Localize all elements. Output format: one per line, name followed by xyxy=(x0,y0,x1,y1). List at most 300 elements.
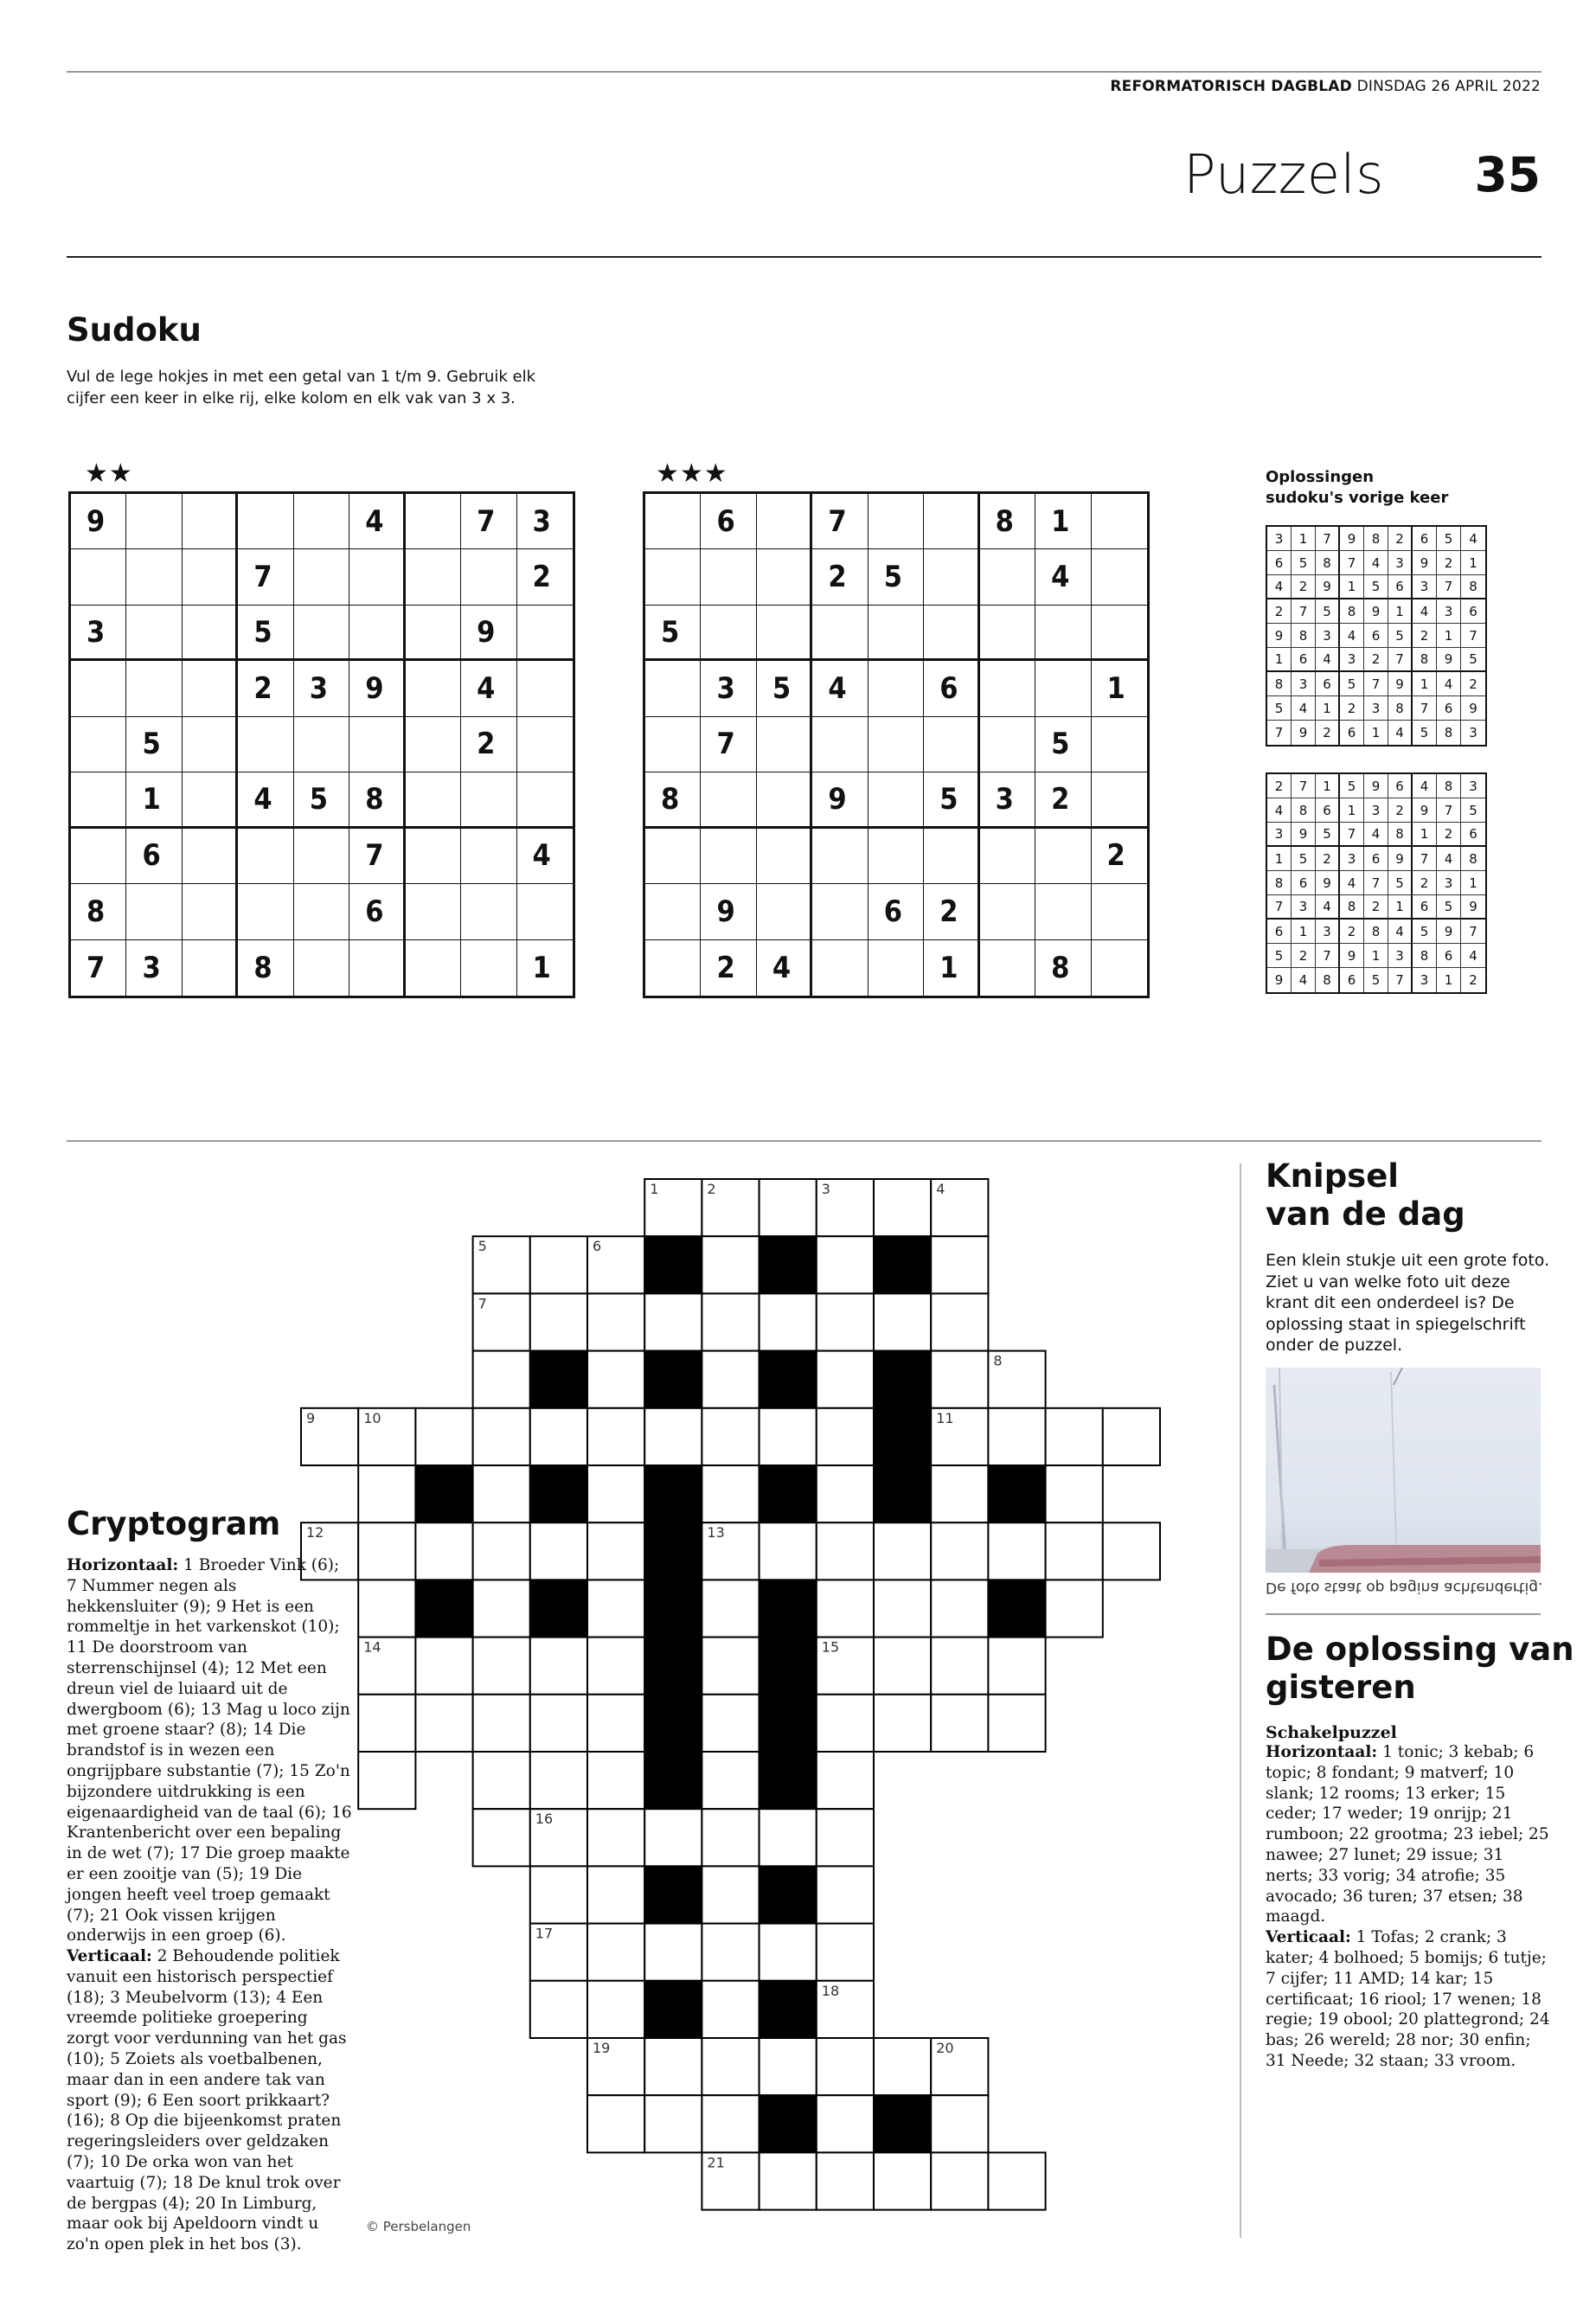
grid-cell: 1 xyxy=(1035,494,1091,549)
sudoku-intro: Vul de lege hokjes in met een getal van 1 t/m 9. Gebruik elk cijfer een keer in elke rij, elke kolom en elk vak van 3 x 3. xyxy=(67,368,536,407)
white-cell xyxy=(817,1236,874,1293)
black-cell xyxy=(530,1580,587,1637)
white-cell xyxy=(988,2152,1045,2209)
grid-cell: 6 xyxy=(1413,895,1437,920)
grid-cell: 2 xyxy=(1413,871,1437,895)
difficulty-stars-1: ★★ xyxy=(85,458,133,489)
white-cell xyxy=(587,1522,644,1580)
white-cell xyxy=(358,1580,415,1637)
white-cell xyxy=(587,1580,644,1637)
solutions-title-line2: sudoku's vorige keer xyxy=(1266,489,1449,507)
grid-cell: 4 xyxy=(757,940,812,996)
cryptogram-vertical-clues: Verticaal: 2 Behoudende politiek vanuit een historisch perspectief (18); 3 Meubelvorm (13); 4 Een vreemde politieke groepering zorgt voor verdunning van het gas (10); 5 Zoiets als voetbalbenen, maar dan in een andere tak van sport (9); 6 Een soort prikkaart? (16); 8 Op die bijeenkomst praten regeringsleiders over geldzaken (7); 10 De orka won van het vaartuig (7); 18 De knul trok over de bergpas (4); 20 In Limburg, maar ook bij Apeldoorn vindt u zo'n open plek in het bos (3). xyxy=(67,1947,347,2254)
white-cell xyxy=(702,2095,759,2152)
grid-cell: 3 xyxy=(1413,968,1437,992)
grid-cell: 8 xyxy=(1316,968,1340,992)
black-cell xyxy=(760,2095,817,2152)
black-cell xyxy=(644,1695,702,1752)
grid-cell: 3 xyxy=(1340,648,1364,672)
grid-cell: 2 xyxy=(1035,772,1091,828)
white-cell xyxy=(760,1522,817,1580)
grid-cell: 7 xyxy=(1364,672,1388,696)
grid-cell: 4 xyxy=(1437,672,1461,696)
grid-cell: 8 xyxy=(1267,871,1292,895)
white-cell xyxy=(530,1522,587,1580)
difficulty-stars-2: ★★★ xyxy=(656,458,728,489)
black-cell xyxy=(874,2095,931,2152)
grid-cell: 5 xyxy=(1437,895,1461,920)
grid-cell: 9 xyxy=(1437,920,1461,944)
white-cell xyxy=(644,1809,702,1866)
grid-cell: 9 xyxy=(1292,823,1316,847)
black-cell xyxy=(760,1580,817,1637)
white-cell xyxy=(931,2095,988,2152)
white-cell xyxy=(702,1695,759,1752)
grid-cell: 9 xyxy=(71,494,126,549)
grid-cell: 4 xyxy=(1437,847,1461,871)
white-cell xyxy=(587,1638,644,1695)
black-cell xyxy=(874,1408,931,1465)
white-cell xyxy=(473,1465,530,1522)
white-cell xyxy=(358,1465,415,1522)
grid-cell: 1 xyxy=(1437,968,1461,992)
grid-cell: 1 xyxy=(1461,551,1485,575)
grid-cell: 1 xyxy=(1267,847,1292,871)
grid-cell: 2 xyxy=(1437,551,1461,575)
grid-cell: 3 xyxy=(294,661,349,716)
grid-cell: 2 xyxy=(238,661,293,716)
white-cell xyxy=(702,1580,759,1637)
white-cell xyxy=(587,1408,644,1465)
grid-cell: 5 xyxy=(1292,551,1316,575)
grid-cell: 6 xyxy=(1340,968,1364,992)
white-cell xyxy=(931,1293,988,1350)
white-cell xyxy=(988,1638,1045,1695)
grid-cell: 3 xyxy=(1437,871,1461,895)
black-cell xyxy=(644,1981,702,2038)
grid-cell: 7 xyxy=(1267,721,1292,745)
grid-cell: 2 xyxy=(1437,823,1461,847)
grid-cell: 3 xyxy=(126,940,182,996)
right-column-rule xyxy=(1266,1613,1541,1615)
grid-cell: 5 xyxy=(1340,774,1364,798)
grid-cell: 8 xyxy=(1340,895,1364,920)
grid-cell: 2 xyxy=(1340,920,1364,944)
grid-cell: 4 xyxy=(1316,895,1340,920)
grid-cell: 9 xyxy=(701,884,756,939)
grid-cell: 4 xyxy=(1267,798,1292,823)
page-number: 35 xyxy=(1474,147,1541,202)
grid-cell: 6 xyxy=(1461,823,1485,847)
white-cell xyxy=(473,1752,530,1809)
grid-cell: 4 xyxy=(1292,696,1316,721)
white-cell xyxy=(473,1408,530,1465)
grid-cell: 9 xyxy=(1267,968,1292,992)
clue-number: 4 xyxy=(936,1181,945,1197)
grid-cell: 8 xyxy=(1267,672,1292,696)
white-cell xyxy=(587,1809,644,1866)
grid-cell: 3 xyxy=(1267,527,1292,551)
grid-cell: 2 xyxy=(461,717,516,772)
grid-cell: 9 xyxy=(1364,774,1388,798)
grid-cell: 4 xyxy=(1413,774,1437,798)
black-cell xyxy=(644,1465,702,1522)
white-cell xyxy=(473,1809,530,1866)
grid-cell: 5 xyxy=(1364,575,1388,599)
white-cell xyxy=(473,1522,530,1580)
white-cell xyxy=(702,1866,759,1923)
white-cell xyxy=(587,1981,644,2038)
grid-cell: 7 xyxy=(1413,847,1437,871)
black-cell xyxy=(644,1638,702,1695)
grid-cell: 8 xyxy=(1364,920,1388,944)
clue-number: 19 xyxy=(593,2040,611,2056)
grid-cell: 6 xyxy=(869,884,924,939)
clue-number: 15 xyxy=(821,1638,840,1656)
grid-cell: 9 xyxy=(1461,696,1485,721)
grid-cell: 8 xyxy=(1437,774,1461,798)
white-cell xyxy=(874,2038,931,2095)
grid-cell: 7 xyxy=(1292,774,1316,798)
cryptogram-title: Cryptogram xyxy=(67,1505,281,1542)
white-cell xyxy=(702,1752,759,1809)
black-cell xyxy=(760,1236,817,1293)
white-cell xyxy=(931,1522,988,1580)
grid-cell: 3 xyxy=(1388,551,1413,575)
grid-cell: 3 xyxy=(1413,575,1437,599)
grid-cell: 7 xyxy=(349,829,405,884)
grid-cell: 2 xyxy=(1340,696,1364,721)
grid-cell: 6 xyxy=(1292,871,1316,895)
black-cell xyxy=(530,1465,587,1522)
white-cell xyxy=(530,1981,587,2038)
white-cell xyxy=(644,2038,702,2095)
white-cell xyxy=(931,2152,988,2209)
grid-cell: 7 xyxy=(1364,871,1388,895)
grid-cell: 6 xyxy=(1340,721,1364,745)
grid-cell: 4 xyxy=(1340,624,1364,648)
white-cell xyxy=(1046,1408,1103,1465)
grid-cell: 3 xyxy=(1469,725,1477,740)
white-cell xyxy=(988,1695,1045,1752)
white-cell xyxy=(644,1293,702,1350)
grid-cell: 9 xyxy=(349,661,405,716)
white-cell xyxy=(874,1522,931,1580)
white-cell xyxy=(358,1752,415,1809)
grid-cell: 8 xyxy=(1413,648,1437,672)
white-cell xyxy=(760,1293,817,1350)
white-cell xyxy=(1046,1580,1103,1637)
grid-cell: 6 xyxy=(1388,774,1413,798)
white-cell xyxy=(358,1522,415,1580)
white-cell xyxy=(1103,1522,1160,1580)
white-cell xyxy=(644,1924,702,1981)
white-cell xyxy=(587,1351,644,1408)
grid-cell: 8 xyxy=(1413,944,1437,968)
black-cell xyxy=(760,1752,817,1809)
grid-cell: 1 xyxy=(1461,871,1485,895)
white-cell xyxy=(587,1752,644,1809)
grid-cell: 7 xyxy=(1267,895,1292,920)
previous-solution-text: Horizontaal: 1 tonic; 3 kebab; 6 topic; 8 fondant; 9 matverf; 10 slank; 12 rooms; 13 erker; 15 ceder; 17 weder; 19 onrijp; 21 rumboon; 22 grootma; 23 iebel; 25 nawee; 27 lunet; 29 issue; 31 nerts; 33 vorig; 34 atrofie; 35 avocado; 36 turen; 37 etsen; 38 maagd. Verticaal: 1 Tofas; 2 crank; 3 kater; 4 bolhoed; 5 bomijs; 6 tutje; 7 cijfer; 11 AMD; 14 kar; 15 certificaat; 16 riool; 17 wenen; 18 regie; 19 obool; 20 plattegrond; 24 bas; 26 wereld; 28 nor; 30 enfin; 31 Neede; 32 staan; 33 vroom. xyxy=(1266,1743,1550,2070)
grid-cell: 5 xyxy=(1364,968,1388,992)
grid-cell: 4 xyxy=(812,661,868,716)
grid-cell: 7 xyxy=(1388,648,1413,672)
grid-cell: 7 xyxy=(1461,624,1485,648)
white-cell xyxy=(874,1293,931,1350)
grid-cell: 1 xyxy=(1316,696,1340,721)
grid-cell: 5 xyxy=(1292,847,1316,871)
grid-cell: 6 xyxy=(1267,551,1292,575)
grid-cell: 2 xyxy=(1413,624,1437,648)
grid-cell: 5 xyxy=(1461,648,1485,672)
grid-cell: 5 xyxy=(869,549,924,605)
grid-cell: 6 xyxy=(1364,847,1388,871)
clue-number: 18 xyxy=(821,1982,840,1999)
white-cell xyxy=(931,1638,988,1695)
grid-cell: 3 xyxy=(71,606,126,661)
grid-cell: 9 xyxy=(1340,527,1364,551)
grid-cell: 1 xyxy=(1388,895,1413,920)
grid-cell: 9 xyxy=(1413,551,1437,575)
grid-cell: 5 xyxy=(1461,798,1485,823)
white-cell xyxy=(874,2152,931,2209)
grid-cell: 7 xyxy=(71,940,126,996)
previous-solution-title: De oplossing van gisteren xyxy=(1266,1631,1574,1706)
grid-cell: 2 xyxy=(1388,798,1413,823)
grid-cell: 2 xyxy=(1292,944,1316,968)
grid-cell: 1 xyxy=(1340,575,1364,599)
white-cell xyxy=(1046,1522,1103,1580)
grid-cell: 8 xyxy=(980,494,1035,549)
white-cell xyxy=(358,1695,415,1752)
grid-cell: 6 xyxy=(1388,575,1413,599)
grid-cell: 4 xyxy=(1388,721,1413,745)
sudoku-title: Sudoku xyxy=(67,311,202,349)
grid-cell: 9 xyxy=(1388,847,1413,871)
grid-cell: 8 xyxy=(1461,847,1485,871)
white-cell xyxy=(587,1924,644,1981)
white-cell xyxy=(530,1408,587,1465)
grid-cell: 7 xyxy=(701,717,756,772)
white-cell xyxy=(988,1408,1045,1465)
white-cell xyxy=(702,1809,759,1866)
white-cell xyxy=(817,1695,874,1752)
mirrored-caption: De foto staat op pagina achtendertig. xyxy=(1266,1579,1543,1596)
white-cell xyxy=(587,1293,644,1350)
grid-cell: 1 xyxy=(1267,648,1292,672)
knipsel-title: Knipsel van de dag xyxy=(1266,1157,1465,1233)
grid-cell: 2 xyxy=(1267,774,1292,798)
white-cell xyxy=(702,1293,759,1350)
grid-cell: 3 xyxy=(1316,624,1340,648)
grid-cell: 7 xyxy=(1461,920,1485,944)
white-cell xyxy=(530,1695,587,1752)
clue-number: 9 xyxy=(306,1409,316,1426)
grid-cell: 5 xyxy=(1388,624,1413,648)
grid-cell: 7 xyxy=(238,549,293,605)
grid-cell: 2 xyxy=(1364,895,1388,920)
grid-cell: 1 xyxy=(1092,661,1147,716)
white-cell xyxy=(760,1809,817,1866)
grid-cell: 7 xyxy=(461,494,516,549)
grid-cell: 2 xyxy=(517,549,573,605)
grid-cell: 5 xyxy=(1035,717,1091,772)
grid-cell: 2 xyxy=(1267,599,1292,624)
grid-cell: 2 xyxy=(1092,829,1147,884)
grid-cell: 1 xyxy=(1340,798,1364,823)
grid-cell: 3 xyxy=(1461,774,1485,798)
grid-cell: 1 xyxy=(1413,823,1437,847)
white-cell xyxy=(702,1638,759,1695)
grid-cell: 7 xyxy=(1316,527,1340,551)
grid-cell: 8 xyxy=(1364,527,1388,551)
clue-number: 11 xyxy=(936,1409,954,1426)
grid-cell: 5 xyxy=(1316,599,1340,624)
grid-cell: 4 xyxy=(1340,871,1364,895)
black-cell xyxy=(644,1522,702,1580)
grid-cell: 1 xyxy=(1437,624,1461,648)
grid-cell: 7 xyxy=(1316,944,1340,968)
black-cell xyxy=(988,1465,1045,1522)
knipsel-text: Een klein stukje uit een grote foto. Ziet u van welke foto uit deze krant dit een onderdeel is? De oplossing staat in spiegelschrift onder de puzzel. xyxy=(1266,1251,1550,1355)
white-cell xyxy=(415,1638,472,1695)
grid-cell: 9 xyxy=(1437,648,1461,672)
grid-cell: 4 xyxy=(517,829,573,884)
white-cell xyxy=(415,1408,472,1465)
white-cell xyxy=(931,1695,988,1752)
grid-cell: 9 xyxy=(1461,895,1485,920)
grid-cell: 7 xyxy=(1292,599,1316,624)
grid-cell: 9 xyxy=(1340,944,1364,968)
white-cell xyxy=(817,2095,874,2152)
grid-cell: 8 xyxy=(1340,599,1364,624)
white-cell xyxy=(587,2095,644,2152)
black-cell xyxy=(874,1236,931,1293)
grid-cell: 2 xyxy=(1316,847,1340,871)
white-cell xyxy=(760,1179,817,1236)
grid-cell: 8 xyxy=(1292,624,1316,648)
grid-cell: 9 xyxy=(812,772,868,828)
grid-cell: 5 xyxy=(238,606,293,661)
grid-cell: 5 xyxy=(1340,672,1364,696)
grid-cell: 5 xyxy=(294,772,349,828)
white-cell xyxy=(1046,1465,1103,1522)
white-cell xyxy=(587,1695,644,1752)
grid-cell: 6 xyxy=(349,884,405,939)
black-cell xyxy=(644,1351,702,1408)
grid-cell: 5 xyxy=(1388,871,1413,895)
photo-snippet xyxy=(1266,1368,1541,1573)
grid-cell: 4 xyxy=(349,494,405,549)
grid-cell: 8 xyxy=(349,772,405,828)
grid-cell: 3 xyxy=(1292,895,1316,920)
clue-number: 2 xyxy=(707,1181,716,1197)
black-cell xyxy=(760,1695,817,1752)
black-cell xyxy=(415,1580,472,1637)
black-cell xyxy=(760,1465,817,1522)
white-cell xyxy=(473,1695,530,1752)
grid-cell: 8 xyxy=(645,772,701,828)
grid-cell: 3 xyxy=(701,661,756,716)
masthead: REFORMATORISCH DAGBLAD DINSDAG 26 APRIL 2022 xyxy=(1110,78,1541,95)
grid-cell: 2 xyxy=(1469,972,1477,988)
clue-number: 21 xyxy=(707,2154,725,2171)
column-divider xyxy=(1240,1163,1241,2238)
white-cell xyxy=(587,1465,644,1522)
black-cell xyxy=(874,1351,931,1408)
grid-cell: 6 xyxy=(1413,527,1437,551)
grid-cell: 4 xyxy=(1461,944,1485,968)
white-cell xyxy=(530,1638,587,1695)
black-cell xyxy=(644,1580,702,1637)
white-cell xyxy=(530,1293,587,1350)
grid-cell: 8 xyxy=(71,884,126,939)
white-cell xyxy=(817,1293,874,1350)
grid-cell: 8 xyxy=(1437,721,1461,745)
grid-cell: 3 xyxy=(1388,944,1413,968)
white-cell xyxy=(817,1924,874,1981)
grid-cell: 1 xyxy=(532,950,551,985)
clue-number: 20 xyxy=(936,2040,954,2056)
grid-cell: 2 xyxy=(1292,575,1316,599)
grid-cell: 2 xyxy=(701,940,756,996)
grid-cell: 3 xyxy=(1340,847,1364,871)
white-cell xyxy=(817,1580,874,1637)
white-cell xyxy=(817,2038,874,2095)
grid-cell: 8 xyxy=(1388,696,1413,721)
white-cell xyxy=(702,1408,759,1465)
white-cell xyxy=(1103,1408,1160,1465)
grid-cell: 4 xyxy=(461,661,516,716)
white-cell xyxy=(702,2038,759,2095)
grid-cell: 3 xyxy=(1364,798,1388,823)
grid-cell: 2 xyxy=(812,549,868,605)
grid-cell: 6 xyxy=(1437,944,1461,968)
grid-cell: 8 xyxy=(238,940,293,996)
grid-cell: 6 xyxy=(924,661,979,716)
white-cell xyxy=(702,1236,759,1293)
clue-number: 13 xyxy=(707,1524,725,1541)
black-cell xyxy=(760,1351,817,1408)
white-cell xyxy=(530,1236,587,1293)
grid-cell: 4 xyxy=(238,772,293,828)
grid-cell: 4 xyxy=(1316,648,1340,672)
white-cell xyxy=(530,1866,587,1923)
white-cell xyxy=(473,1638,530,1695)
clue-number: 14 xyxy=(363,1638,381,1656)
solutions-title-line1: Oplossingen xyxy=(1266,468,1375,486)
grid-cell: 9 xyxy=(1316,575,1340,599)
white-cell xyxy=(760,2152,817,2209)
grid-cell: 7 xyxy=(1413,696,1437,721)
clue-number: 17 xyxy=(535,1925,554,1942)
white-cell xyxy=(702,1981,759,2038)
clue-number: 1 xyxy=(650,1181,659,1197)
white-cell xyxy=(760,1924,817,1981)
black-cell xyxy=(644,1236,702,1293)
white-cell xyxy=(931,1236,988,1293)
grid-cell: 3 xyxy=(1267,823,1292,847)
white-cell xyxy=(988,1522,1045,1580)
grid-cell: 2 xyxy=(1316,721,1340,745)
white-cell xyxy=(817,1408,874,1465)
white-cell xyxy=(817,2152,874,2209)
grid-cell: 2 xyxy=(1461,672,1485,696)
grid-cell: 6 xyxy=(1292,648,1316,672)
grid-cell: 8 xyxy=(1316,551,1340,575)
white-cell xyxy=(415,1522,472,1580)
